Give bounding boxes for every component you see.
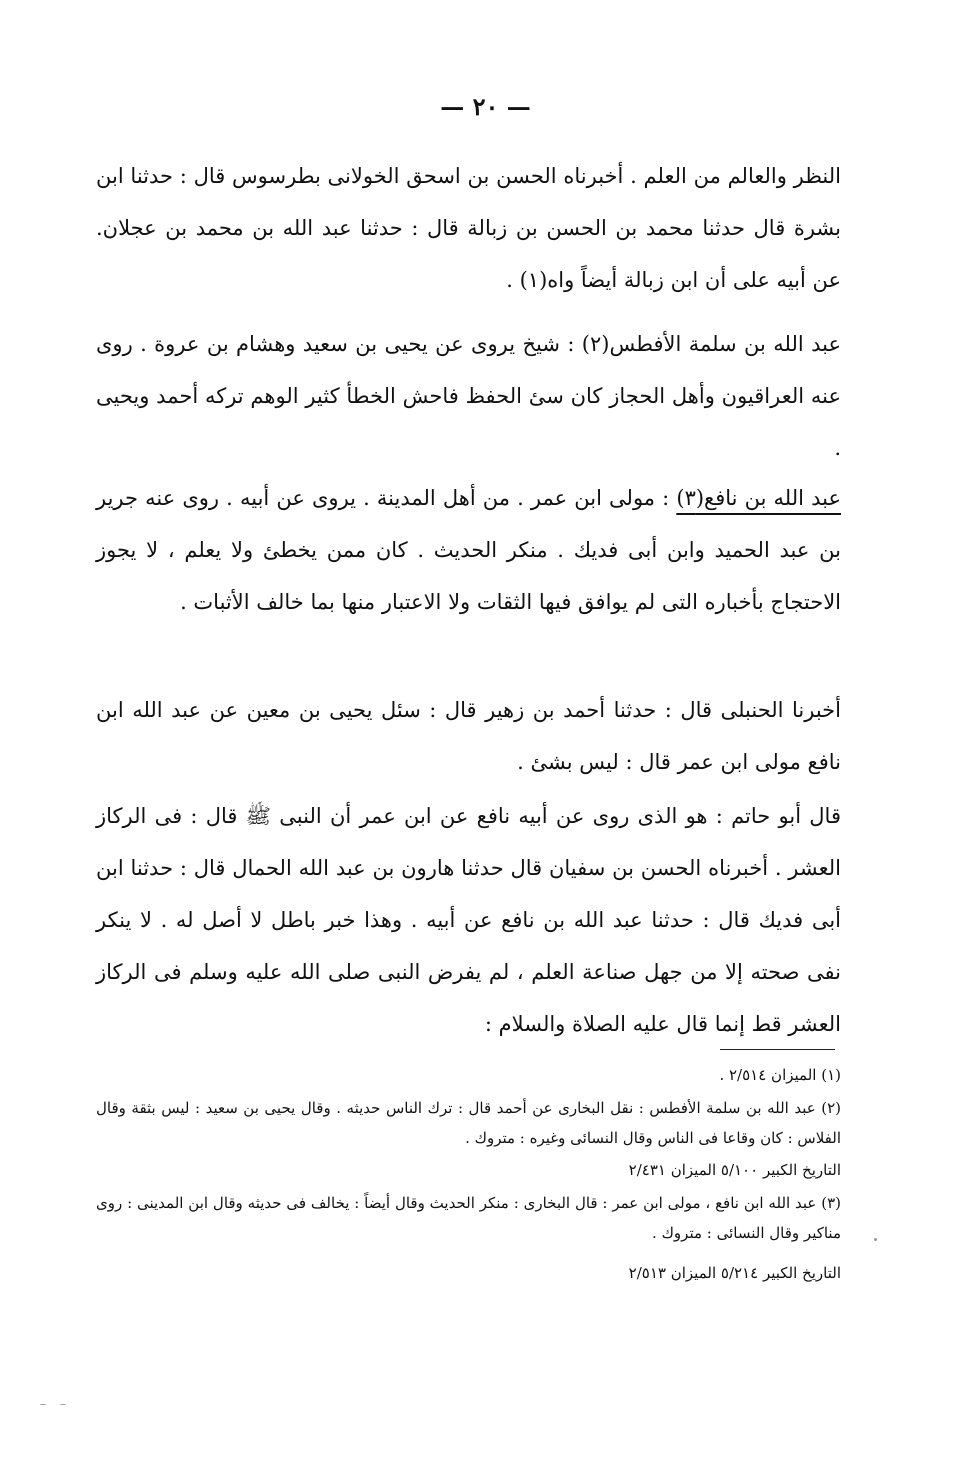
entry-body: : مولى ابن عمر . من أهل المدينة . يروى عن أبيه . روى عنه جرير بن عبد الحميد وابن أبى فديك . منكر الحديث . كان ممن يخطئ ولا يعلم ، لا يجوز الاحتجاج بأخباره التى لم يوافق فيها الثقات ولا الاعتبار منها بما خالف الأثبات .	[96, 486, 841, 614]
scan-speck	[40, 1404, 46, 1405]
paragraph-1: النظر والعالم من العلم . أخبرناه الحسن بن اسحق الخولانى بطرسوس قال : حدثنا ابن بشرة قال حدثنا محمد بن الحسن بن زبالة قال : حدثنا عبد الله بن محمد بن عجلان. عن أبيه على أن ابن زبالة أيضاً واه(١) .	[96, 164, 842, 292]
footnote-1: (١) الميزان ٢/٥١٤ .	[719, 1066, 841, 1084]
footnote-3: (٣) عبد الله ابن نافع ، مولى ابن عمر : قال البخارى : منكر الحديث وقال أيضاً : يخالف فى حديثه وقال ابن المدينى : روى مناكير وقال النسائى : متروك .	[96, 1194, 841, 1242]
paragraph-abdullah-ibn-salamah: عبد الله بن سلمة الأفطس(٢) : شيخ يروى عن يحيى بن سعيد وهشام بن عروة . روى عنه العراقيون وأهل الحجاز كان سئ الحفظ فاحش الخطأ كثير الوهم تركه أحمد ويحيى .	[96, 332, 841, 460]
entry-name: عبد الله بن نافع(٣)	[676, 486, 841, 510]
scan-speck	[60, 1404, 66, 1405]
scan-speck	[874, 1238, 877, 1241]
footnote-2: (٢) عبد الله بن سلمة الأفطس : نقل البخارى عن أحمد قال : ترك الناس حديثه . وقال يحيى بن سعيد : ليس بثقة وقال الفلاس : كان وقاعا فى الناس وقال النسائى وغيره : متروك .	[96, 1099, 841, 1147]
paragraph-abu-hatim: قال أبو حاتم : هو الذى روى عن أبيه نافع عن ابن عمر أن النبى ﷺ قال : فى الركاز العشر . أخبرناه الحسن بن سفيان قال حدثنا هارون بن عبد الله الحمال قال : حدثنا ابن أبى فديك قال : حدثنا عبد الله بن نافع عن أبيه . وهذا خبر باطل لا أصل له . لا ينكر نفى صحته إلا من جهل صناعة العلم ، لم يفرض النبى صلى الله عليه وسلم فى الركاز العشر قط إنما قال عليه الصلاة والسلام :	[96, 804, 841, 1036]
paragraph-abdullah-ibn-nafi	[96, 472, 841, 628]
footnote-2-reference: التاريخ الكبير ٥/١٠٠ الميزان ٢/٤٣١	[628, 1161, 841, 1179]
page-number: — ٢٠ —	[440, 92, 531, 121]
paragraph-hanbali-report: أخبرنا الحنبلى قال : حدثنا أحمد بن زهير قال : سئل يحيى بن معين عن عبد الله ابن نافع مولى ابن عمر قال : ليس بشئ .	[96, 698, 841, 774]
footnote-separator	[720, 1049, 835, 1050]
footnote-3-reference: التاريخ الكبير ٥/٢١٤ الميزان ٢/٥١٣	[628, 1264, 841, 1282]
